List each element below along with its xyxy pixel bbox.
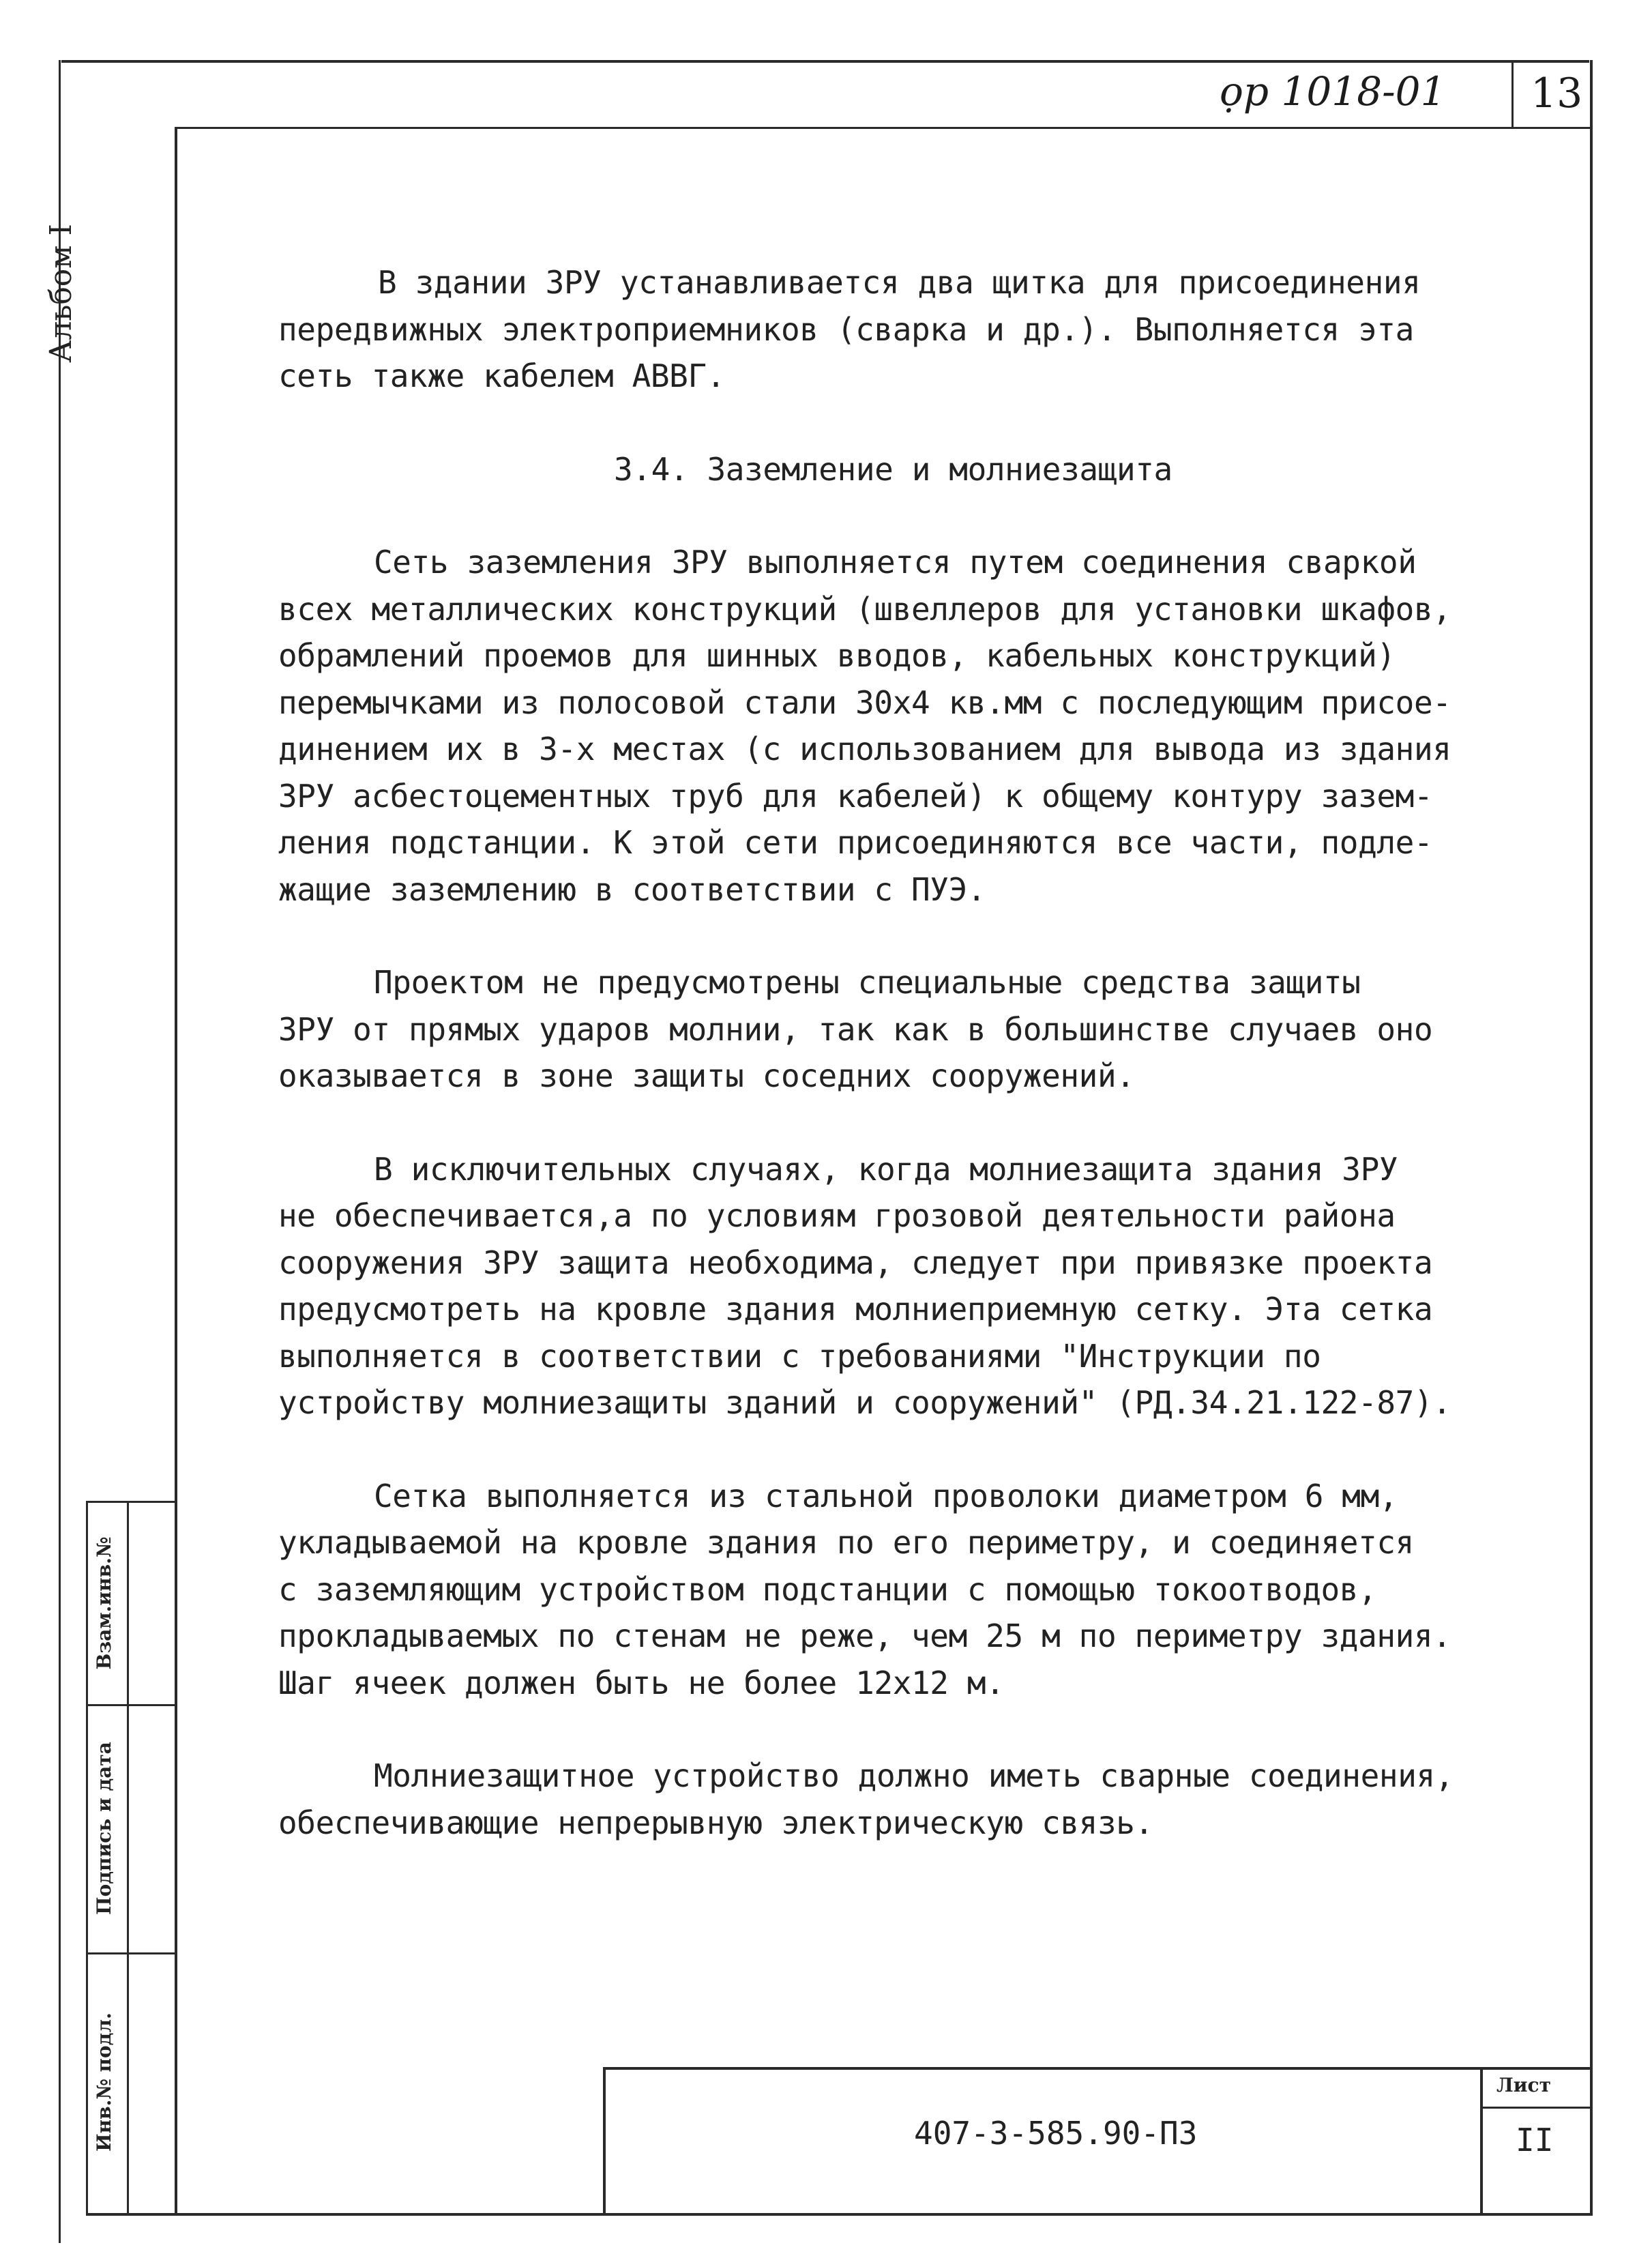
section-heading: 3.4. Заземление и молниезащита [614, 450, 1172, 488]
paragraph-no-protection [278, 959, 1533, 1100]
title-block-left-line [603, 2067, 606, 2214]
sheet-cell-left-line [1480, 2067, 1483, 2214]
text-line: сеть также кабелем АВВГ. [278, 357, 726, 394]
sidebar-block-top-line [86, 1501, 176, 1503]
sheet-cell-label-divider [1480, 2107, 1592, 2109]
sidebar-block-inner-line [127, 1501, 129, 2214]
text-line: выполняется в соответствии с требованиями "Инструкции по [278, 1337, 1321, 1375]
text-line: с заземляющим устройством подстанции с помощью токоотводов, [278, 1570, 1377, 1608]
sheet-number: II [1516, 2122, 1554, 2158]
text-line: ЗРУ от прямых ударов молнии, так как в большинстве случаев оно [278, 1010, 1433, 1048]
title-block-top-line [603, 2067, 1592, 2070]
album-label: Альбом I [44, 224, 78, 363]
text-line: ЗРУ асбестоцементных труб для кабелей) к общему контуру зазем- [278, 777, 1433, 815]
text-line: устройству молниезащиты зданий и сооружений" (РД.34.21.122-87). [278, 1384, 1451, 1421]
frame-top-line [176, 127, 1591, 129]
archive-code-handwritten: ọp 1018-01 [1220, 68, 1446, 115]
text-line: прокладываемых по стенам не реже, чем 25 м по периметру здания. [278, 1617, 1451, 1654]
text-line: обрамлений проемов для шинных вводов, кабельных конструкций) [278, 637, 1396, 674]
text-line: предусмотреть на кровле здания молниеприемную сетку. Эта сетка [278, 1291, 1433, 1328]
text-line: Шаг ячеек должен быть не более 12х12 м. [278, 1664, 1005, 1701]
text-line: Молниезащитное устройство должно иметь сварные соединения, [374, 1757, 1454, 1794]
text-line: жащие заземлению в соответствии с ПУЭ. [278, 870, 986, 908]
archive-page-number: 13 [1531, 70, 1583, 117]
text-line: Сетка выполняется из стальной проволоки диаметром 6 мм, [374, 1477, 1398, 1514]
archive-page-cell-divider [1511, 60, 1514, 128]
sidebar-inventory-original: Инв.№ подл. [93, 2012, 115, 2152]
text-line: В здании ЗРУ устанавливается два щитка для присоединения [378, 264, 1421, 301]
document-body [278, 259, 1533, 1892]
sidebar-signature-date: Подпись и дата [93, 1742, 115, 1915]
text-line: динением их в 3-х местах (с использованием для вывода из здания [278, 731, 1451, 767]
paragraph-mesh [278, 1473, 1533, 1707]
frame-right-line [1590, 60, 1593, 2216]
top-frame-line [61, 60, 1589, 63]
sidebar-block-left-line [86, 1501, 88, 2214]
paragraph-welded-connections [278, 1753, 1533, 1846]
text-line: перемычками из полосовой стали 30х4 кв.мм с последующим присое- [278, 684, 1451, 721]
text-line: Сеть заземления ЗРУ выполняется путем соединения сваркой [374, 544, 1417, 581]
text-line: ления подстанции. К этой сети присоединяются все части, подле- [278, 824, 1433, 861]
text-line: Проектом не предусмотрены специальные средства защиты [374, 964, 1361, 1001]
sidebar-divider-1 [86, 1704, 176, 1706]
frame-bottom-line [86, 2213, 1592, 2216]
document-designation: 407-3-585.90-ПЗ [914, 2115, 1198, 2152]
text-line: укладываемой на кровле здания по его периметру, и соединяется [278, 1524, 1414, 1561]
sheet-label: Лист [1496, 2074, 1551, 2096]
text-line: оказывается в зоне защиты соседних сооружений. [278, 1057, 1135, 1094]
text-line: всех металлических конструкций (швеллеров для установки шкафов, [278, 590, 1451, 628]
text-line: В исключительных случаях, когда молниезащита здания ЗРУ [374, 1150, 1398, 1188]
outer-left-margin-line [59, 60, 61, 2243]
sidebar-replacement-inventory: Взам.инв.№ [93, 1536, 115, 1670]
text-line: передвижных электроприемников (сварка и др.). Выполняется эта [278, 310, 1414, 348]
frame-left-line [175, 127, 177, 2214]
paragraph-exceptional-cases [278, 1146, 1533, 1426]
text-line: сооружения ЗРУ защита необходима, следует при привязке проекта [278, 1244, 1433, 1281]
text-line: не обеспечивается,а по условиям грозовой деятельности района [278, 1197, 1396, 1234]
text-line: обеспечивающие непрерывную электрическую связь. [278, 1804, 1153, 1841]
paragraph-grounding [278, 539, 1533, 913]
intro-paragraph [278, 259, 1533, 400]
sidebar-divider-2 [86, 1952, 176, 1954]
